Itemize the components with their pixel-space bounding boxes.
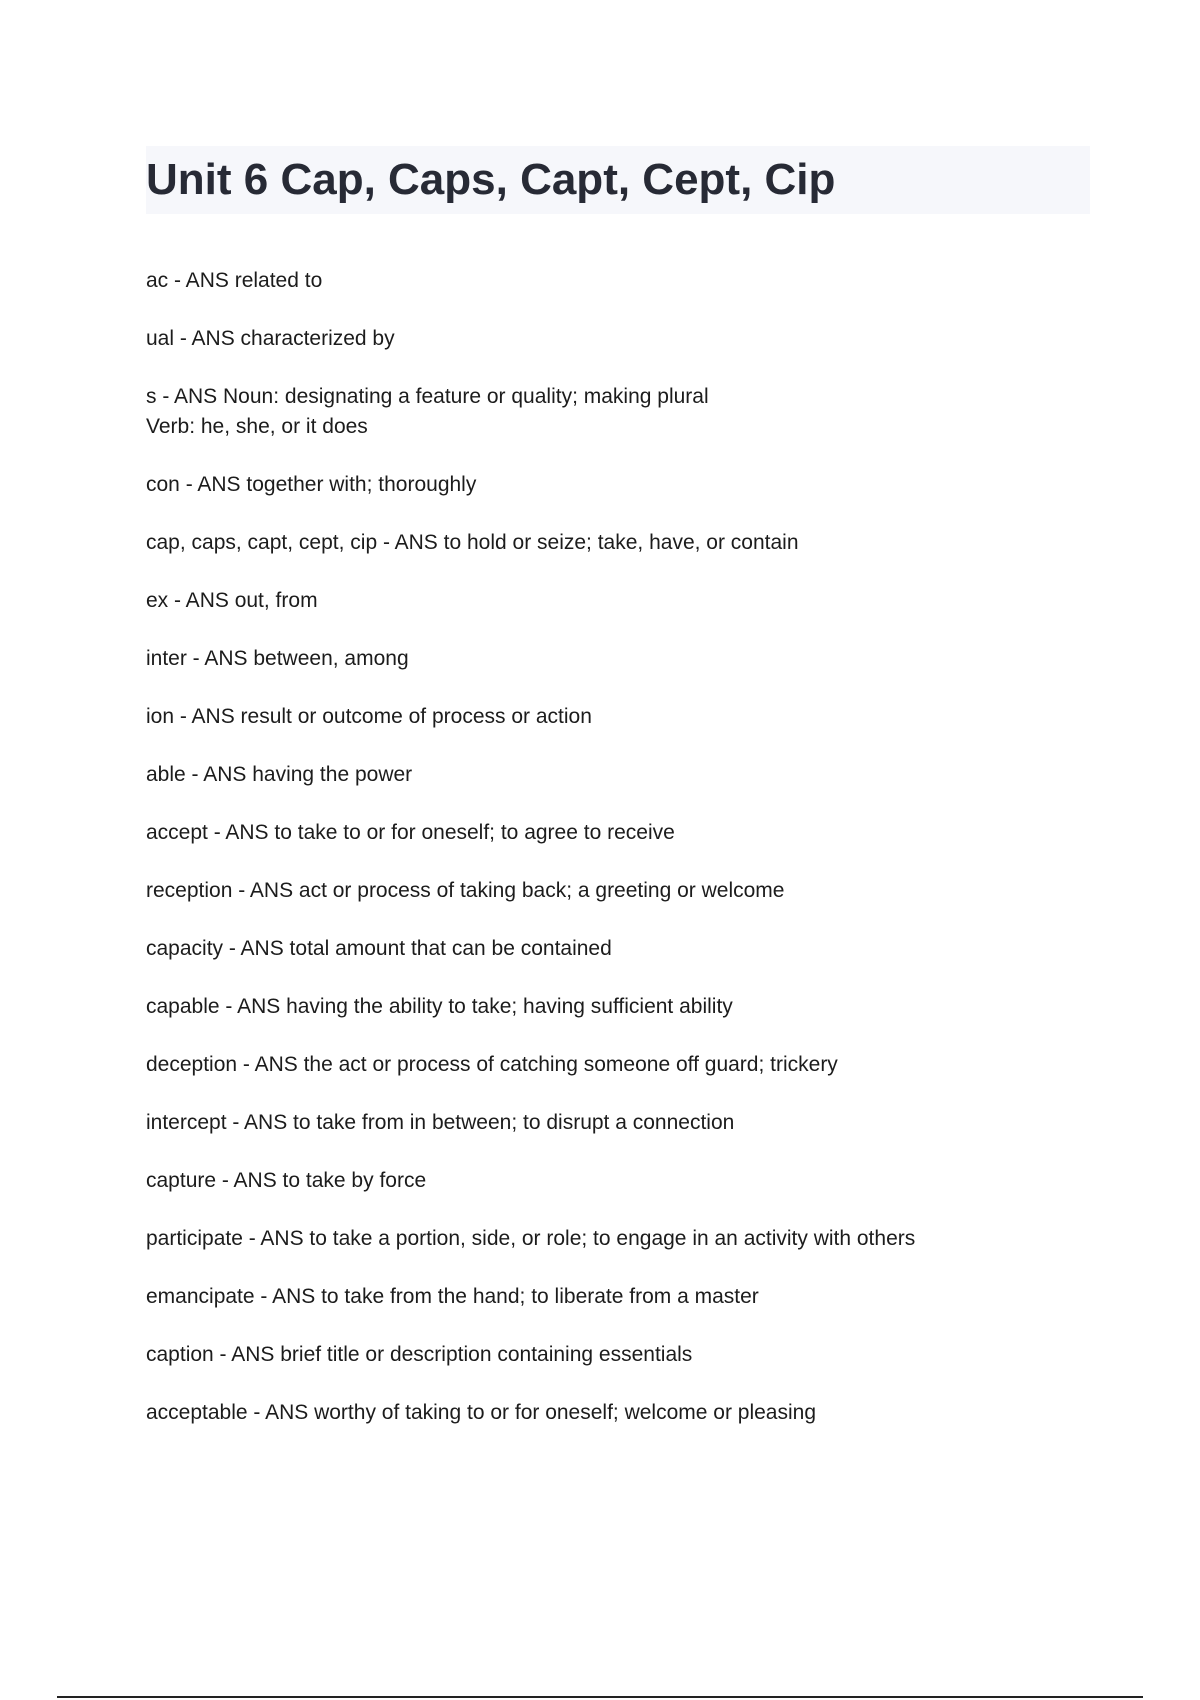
entry-text-line: inter - ANS between, among [146, 647, 409, 670]
page-title: Unit 6 Cap, Caps, Capt, Cept, Cip [146, 155, 836, 204]
vocabulary-entry [146, 1340, 1106, 1370]
entry-text-line: Verb: he, she, or it does [146, 415, 368, 438]
vocabulary-entry [146, 586, 1106, 616]
vocabulary-entry [146, 934, 1106, 964]
entry-text-line: participate - ANS to take a portion, side, or role; to engage in an activity with others [146, 1227, 916, 1250]
vocabulary-entry [146, 1108, 1106, 1138]
vocabulary-entry [146, 470, 1106, 500]
entry-text-line: deception - ANS the act or process of catching someone off guard; trickery [146, 1053, 838, 1076]
vocabulary-entry [146, 1224, 1106, 1254]
vocabulary-entry [146, 266, 1106, 296]
entry-text-line: ual - ANS characterized by [146, 327, 395, 350]
vocabulary-entry [146, 324, 1106, 354]
entry-text-line: ac - ANS related to [146, 269, 323, 292]
entry-text-line: con - ANS together with; thoroughly [146, 473, 477, 496]
vocabulary-list [146, 266, 1106, 1456]
entry-text-line: ex - ANS out, from [146, 589, 318, 612]
entry-text-line: cap, caps, capt, cept, cip - ANS to hold or seize; take, have, or contain [146, 531, 799, 554]
title-banner [146, 146, 1090, 214]
vocabulary-entry [146, 382, 1106, 442]
entry-text-line: ion - ANS result or outcome of process or action [146, 705, 592, 728]
entry-text-line: capacity - ANS total amount that can be contained [146, 937, 612, 960]
vocabulary-entry [146, 1282, 1106, 1312]
vocabulary-entry [146, 818, 1106, 848]
vocabulary-entry [146, 1398, 1106, 1428]
entry-text-line: caption - ANS brief title or description containing essentials [146, 1343, 693, 1366]
entry-text-line: capable - ANS having the ability to take; having sufficient ability [146, 995, 733, 1018]
vocabulary-entry [146, 876, 1106, 906]
entry-text-line: s - ANS Noun: designating a feature or quality; making plural [146, 385, 709, 408]
vocabulary-entry [146, 992, 1106, 1022]
entry-text-line: capture - ANS to take by force [146, 1169, 427, 1192]
vocabulary-entry [146, 702, 1106, 732]
vocabulary-entry [146, 528, 1106, 558]
vocabulary-entry [146, 760, 1106, 790]
vocabulary-entry [146, 644, 1106, 674]
entry-text-line: accept - ANS to take to or for oneself; to agree to receive [146, 821, 675, 844]
entry-text-line: emancipate - ANS to take from the hand; to liberate from a master [146, 1285, 759, 1308]
entry-text-line: reception - ANS act or process of taking back; a greeting or welcome [146, 879, 785, 902]
vocabulary-entry [146, 1166, 1106, 1196]
footer-divider [57, 1696, 1143, 1698]
entry-text-line: able - ANS having the power [146, 763, 413, 786]
entry-text-line: intercept - ANS to take from in between; to disrupt a connection [146, 1111, 735, 1134]
vocabulary-entry [146, 1050, 1106, 1080]
entry-text-line: acceptable - ANS worthy of taking to or for oneself; welcome or pleasing [146, 1401, 817, 1424]
